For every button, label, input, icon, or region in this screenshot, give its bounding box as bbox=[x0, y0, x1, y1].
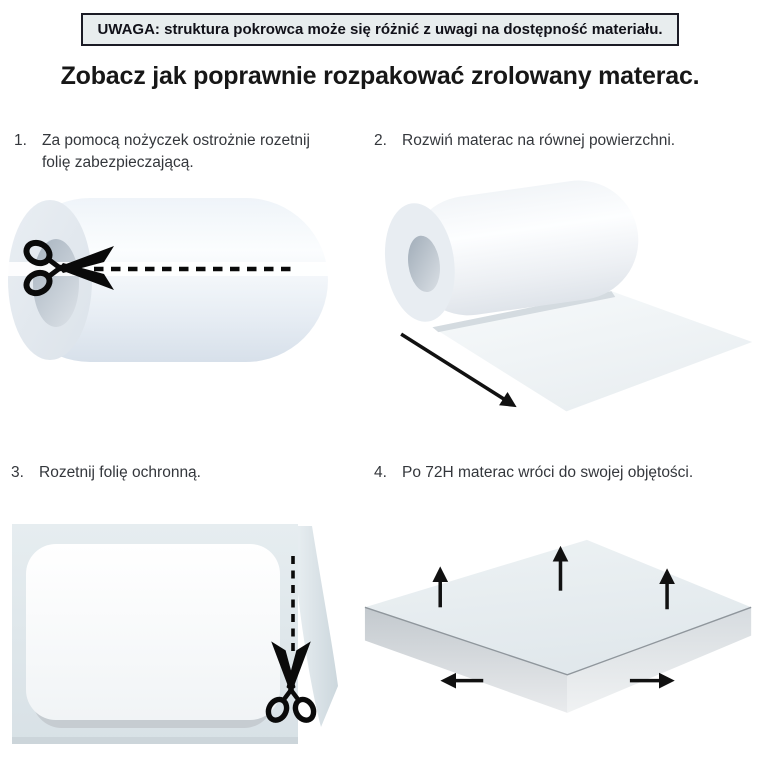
foil-flap bbox=[294, 526, 338, 727]
step-1 bbox=[0, 130, 372, 462]
step-2-text: Rozwiń materac na równej powierzchni. bbox=[402, 132, 676, 149]
page-title: Zobacz jak poprawnie rozpakować zrolowany materac. bbox=[60, 62, 700, 90]
step-2-label bbox=[372, 130, 760, 152]
step-3-text: Rozetnij folię ochronną. bbox=[39, 464, 201, 481]
step-1-text: Za pomocą nożyczek ostrożnie rozetnij folię zabezpieczającą. bbox=[42, 132, 310, 171]
steps-row-2 bbox=[0, 462, 760, 756]
step-4-number: 4. bbox=[374, 464, 387, 481]
step-3-number: 3. bbox=[11, 464, 24, 481]
step-4-text: Po 72H materac wróci do swojej objętości. bbox=[402, 464, 694, 481]
foil-bottom-edge bbox=[12, 737, 298, 744]
step-1-label bbox=[0, 130, 372, 174]
steps-grid bbox=[0, 130, 760, 756]
step-2-number: 2. bbox=[374, 132, 387, 149]
rolled-mattress-illustration bbox=[0, 188, 335, 398]
notice-banner-row bbox=[0, 0, 760, 46]
unrolling-mattress-illustration bbox=[364, 164, 760, 428]
step-2 bbox=[372, 130, 760, 462]
roll-core-hole bbox=[33, 239, 79, 327]
step-4-label bbox=[372, 462, 760, 484]
mattress bbox=[26, 544, 280, 720]
step-1-number: 1. bbox=[14, 132, 27, 149]
notice-banner bbox=[81, 13, 678, 46]
notice-banner-text: UWAGA: struktura pokrowca może się różnić z uwagi na dostępność materiału. bbox=[97, 21, 663, 38]
step-4 bbox=[372, 462, 760, 756]
expanding-mattress-illustration bbox=[362, 530, 758, 755]
step-3-label bbox=[0, 462, 372, 484]
cut-protective-foil-illustration bbox=[0, 516, 340, 756]
step-3 bbox=[0, 462, 372, 756]
steps-row-1 bbox=[0, 130, 760, 462]
